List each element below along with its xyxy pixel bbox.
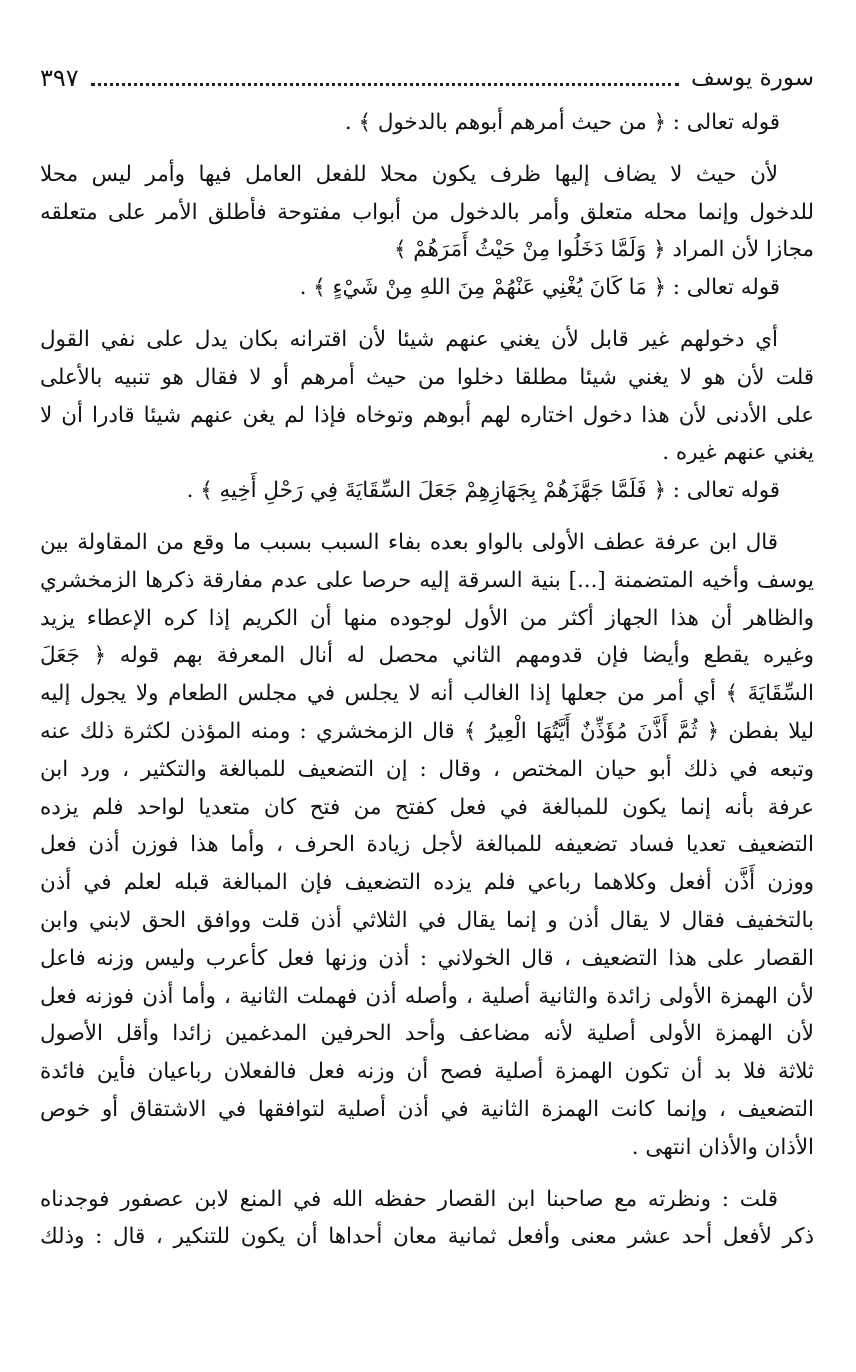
text-line: عرفة بأنه إنما يكون للمبالغة في فعل كفتح من فتح كان متعديا لواحد فلم يزده	[40, 794, 814, 820]
text-line: مجازا لأن المراد ﴿ وَلَمَّا دَخَلُوا مِنْ حَيْثُ أَمَرَهُمْ ﴾	[393, 237, 814, 263]
paragraph-gap	[40, 510, 814, 524]
text-line: يوسف وأخيه المتضمنة [...] بنية السرقة إليه حرصا على عدم مفارقة ذكرها الزمخشري	[40, 567, 814, 593]
text-line: قلت : ونظرته مع صاحبنا ابن القصار حفظه الله في المنع لابن عصفور فوجدناه	[40, 1186, 778, 1212]
text-line: ثلاثة فلا بد أن تكون الهمزة أصلية فصح أن وزنه فعل فالفعلان رباعيان فأين فائدة	[40, 1059, 814, 1085]
text-line: ليلا بفطن ﴿ ثُمَّ أَذَّنَ مُؤَذِّنٌ أَيَّتُهَا الْعِيرُ ﴾ قال الزمخشري : ومنه المؤذن لكثرة ذلك عنه	[40, 718, 814, 744]
text-line: الأذان والأذان انتهى .	[631, 1134, 814, 1160]
text-line: لأن حيث لا يضاف إليها ظرف يكون محلا للفعل العامل فيها وأمر ليس محلا	[40, 161, 778, 187]
text-line: يغني عنهم غيره .	[662, 440, 814, 466]
verse-heading: قوله تعالى : ﴿ مَا كَانَ يُغْنِي عَنْهُمْ مِنَ اللهِ مِنْ شَيْءٍ ﴾ .	[299, 275, 780, 301]
running-header	[40, 58, 814, 98]
text-line: قال ابن عرفة عطف الأولى بالواو بعده بفاء السبب بسبب ما وقع من المقاولة بين	[40, 529, 778, 555]
verse-heading: قوله تعالى : ﴿ من حيث أمرهم أبوهم بالدخول ﴾ .	[344, 110, 780, 135]
paragraph-gap	[40, 1167, 814, 1181]
text-line: التضعيف ، وإنما كانت الهمزة الثانية في أذن أصلية لتوافقها في الاشتقاق أو خوص	[40, 1096, 814, 1122]
text-line: السِّقَايَةَ ﴾ أي أمر من جعلها إذا الغالب أنه لا يجلس في مجلس الطعام ولا يجول إليه	[40, 681, 814, 707]
text-line: للدخول وإنما محله متعلق وأمر بالدخول من أبواب مفتوحة فأطلق الأمر على متعلقه	[40, 199, 814, 225]
text-line: على الأدنى لأن هذا دخول اختاره لهم أبوهم وتوخاه فإذا لم يغن عنهم شيئا قادرا أن لا	[40, 402, 814, 428]
paragraph-gap	[40, 307, 814, 321]
page-body	[40, 104, 814, 1256]
page-number: ٣٩٧	[40, 64, 79, 92]
text-line: لأن الهمزة الأولى أصلية لأنه مضاعف وأحد الحرفين المدغمين زائدا وأقل الأصول	[40, 1021, 814, 1047]
text-line: ووزن أَذَّن أفعل وكلاهما رباعي فلم يزده التضعيف فإن المبالغة قبله لعلم في أذن	[40, 870, 814, 896]
text-line: أي دخولهم غير قابل لأن يغني عنهم شيئا لأن اقترانه بكان يدل على نفي القول	[40, 326, 778, 352]
text-line: القصار على هذا التضعيف ، قال الخولاني : أذن وزنها فعل كأعرب وليس وزنه فاعل	[40, 945, 814, 971]
text-line: بالتخفيف فقال لا يقال أذن و إنما يقال في الثلاثي أذن قلت ووافق الحق لابني وابن	[40, 907, 814, 933]
paragraph-gap	[40, 142, 814, 156]
text-line: وغيره يقطع وأيضا فإن قدومهم الثاني محصل له أنال المعرفة بهم قوله ﴿ جَعَلَ	[40, 643, 814, 669]
verse-heading: قوله تعالى : ﴿ فَلَمَّا جَهَّزَهُمْ بِجَهَازِهِمْ جَعَلَ السِّقَايَةَ فِي رَحْلِ أَخِيهِ ﴾ .	[186, 478, 780, 504]
text-line: والظاهر أن هذا الجهاز أكثر من الأول لوجوده منها أن الكريم إذا كره الإعطاء يزيد	[40, 605, 814, 631]
text-line: لأن الهمزة الأولى زائدة والثانية أصلية ، وأصله أذن فهملت الثانية ، وأما أذن فوزنه فعل	[40, 983, 814, 1009]
surah-title: سورة يوسف	[691, 64, 814, 91]
text-line: التضعيف تعديا فساد تضعيفه للمبالغة لأجل زيادة الحرف ، وأما هذا فوزن أذن فعل	[40, 832, 814, 858]
dotted-leader	[91, 83, 679, 86]
text-line: ذكر لأفعل أحد عشر معنى وأفعل ثمانية معان أحداها أن يكون للتنكير ، قال : وذلك	[40, 1224, 814, 1250]
text-line: قلت لأن هو لا يغني شيئا مطلقا دخلوا من حيث أمرهم أو لا فقال هو تنبيه بالأعلى	[40, 364, 814, 390]
text-line: وتبعه في ذلك أبو حيان المختص ، وقال : إن التضعيف للمبالغة والتكثير ، ورد ابن	[40, 756, 814, 782]
